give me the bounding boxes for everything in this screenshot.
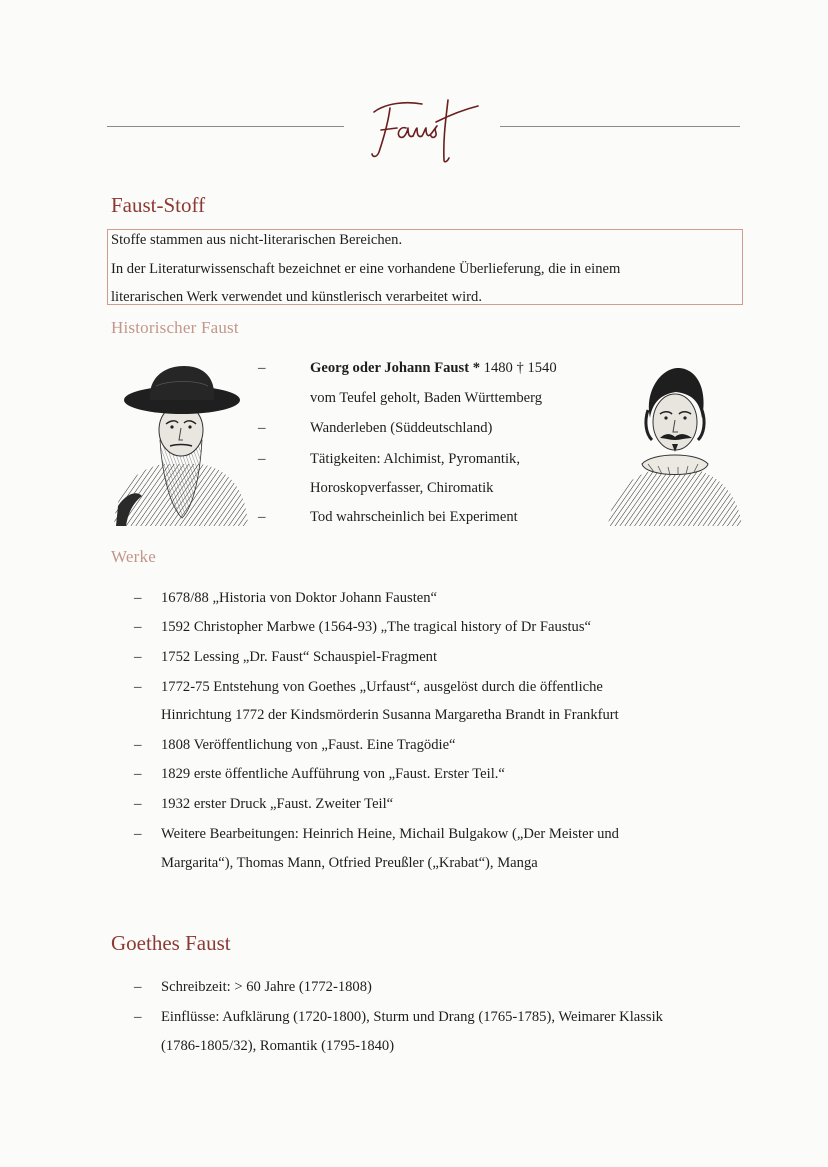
- werke-item: 1829 erste öffentliche Aufführung von „Faust. Erster Teil.“: [161, 766, 505, 782]
- werke-item: 1932 erster Druck „Faust. Zweiter Teil“: [161, 796, 394, 812]
- title-rule-right: [500, 126, 740, 127]
- werke-bullet: –: [134, 826, 142, 842]
- bio-line-5: Horoskopverfasser, Chiromatik: [310, 480, 494, 496]
- heading-historischer-faust: Historischer Faust: [111, 318, 239, 337]
- definition-box: [107, 229, 743, 305]
- werke-bullet: –: [134, 796, 142, 812]
- bio-bullet-4: –: [258, 509, 266, 525]
- werke-item: 1678/88 „Historia von Doktor Johann Fausten“: [161, 590, 438, 606]
- bio-bullet-2: –: [258, 420, 266, 436]
- bio-bullet-3: –: [258, 451, 266, 467]
- werke-item: 1808 Veröffentlichung von „Faust. Eine Tragödie“: [161, 737, 456, 753]
- werke-bullet: –: [134, 619, 142, 635]
- portrait-faust-ruff: [604, 360, 744, 526]
- bio-line-6: Tod wahrscheinlich bei Experiment: [310, 509, 518, 525]
- bio-line-name: [310, 360, 557, 377]
- bio-dates: 1480 † 1540: [480, 360, 557, 376]
- definition-line-3: literarischen Werk verwendet und künstlerisch verarbeitet wird.: [111, 289, 482, 305]
- goethe-item: Schreibzeit: > 60 Jahre (1772-1808): [161, 979, 372, 995]
- werke-item: Weitere Bearbeitungen: Heinrich Heine, Michail Bulgakow („Der Meister und: [161, 826, 619, 842]
- bio-bullet-1: –: [258, 360, 266, 376]
- goethe-item: Einflüsse: Aufklärung (1720-1800), Sturm und Drang (1765-1785), Weimarer Klassik: [161, 1009, 663, 1025]
- werke-bullet: –: [134, 766, 142, 782]
- title-faust-script: [364, 88, 484, 164]
- portrait-georg-faust: [108, 356, 252, 526]
- bio-name: Georg oder Johann Faust *: [310, 360, 481, 376]
- heading-werke: Werke: [111, 547, 156, 566]
- werke-item: 1592 Christopher Marbwe (1564-93) „The tragical history of Dr Faustus“: [161, 619, 592, 635]
- werke-bullet: –: [134, 590, 142, 606]
- heading-goethes-faust: Goethes Faust: [111, 931, 231, 955]
- definition-line-1: Stoffe stammen aus nicht-literarischen Bereichen.: [111, 232, 403, 248]
- werke-item: 1752 Lessing „Dr. Faust“ Schauspiel-Fragment: [161, 649, 438, 665]
- goethe-bullet: –: [134, 1009, 142, 1025]
- title-rule-left: [107, 126, 344, 127]
- werke-item-continued: Margarita“), Thomas Mann, Otfried Preußler („Krabat“), Manga: [161, 855, 538, 871]
- heading-faust-stoff: Faust-Stoff: [111, 193, 206, 217]
- bio-line-3: Wanderleben (Süddeutschland): [310, 420, 493, 436]
- goethe-bullet: –: [134, 979, 142, 995]
- werke-bullet: –: [134, 649, 142, 665]
- werke-bullet: –: [134, 679, 142, 695]
- goethe-item-continued: (1786-1805/32), Romantik (1795-1840): [161, 1038, 395, 1054]
- bio-line-2: vom Teufel geholt, Baden Württemberg: [310, 390, 543, 406]
- werke-bullet: –: [134, 737, 142, 753]
- werke-item: 1772-75 Entstehung von Goethes „Urfaust“, ausgelöst durch die öffentliche: [161, 679, 603, 695]
- bio-line-4: Tätigkeiten: Alchimist, Pyromantik,: [310, 451, 520, 467]
- werke-item-continued: Hinrichtung 1772 der Kindsmörderin Susanna Margaretha Brandt in Frankfurt: [161, 707, 619, 723]
- definition-line-2: In der Literaturwissenschaft bezeichnet er eine vorhandene Überlieferung, die in einem: [111, 261, 621, 277]
